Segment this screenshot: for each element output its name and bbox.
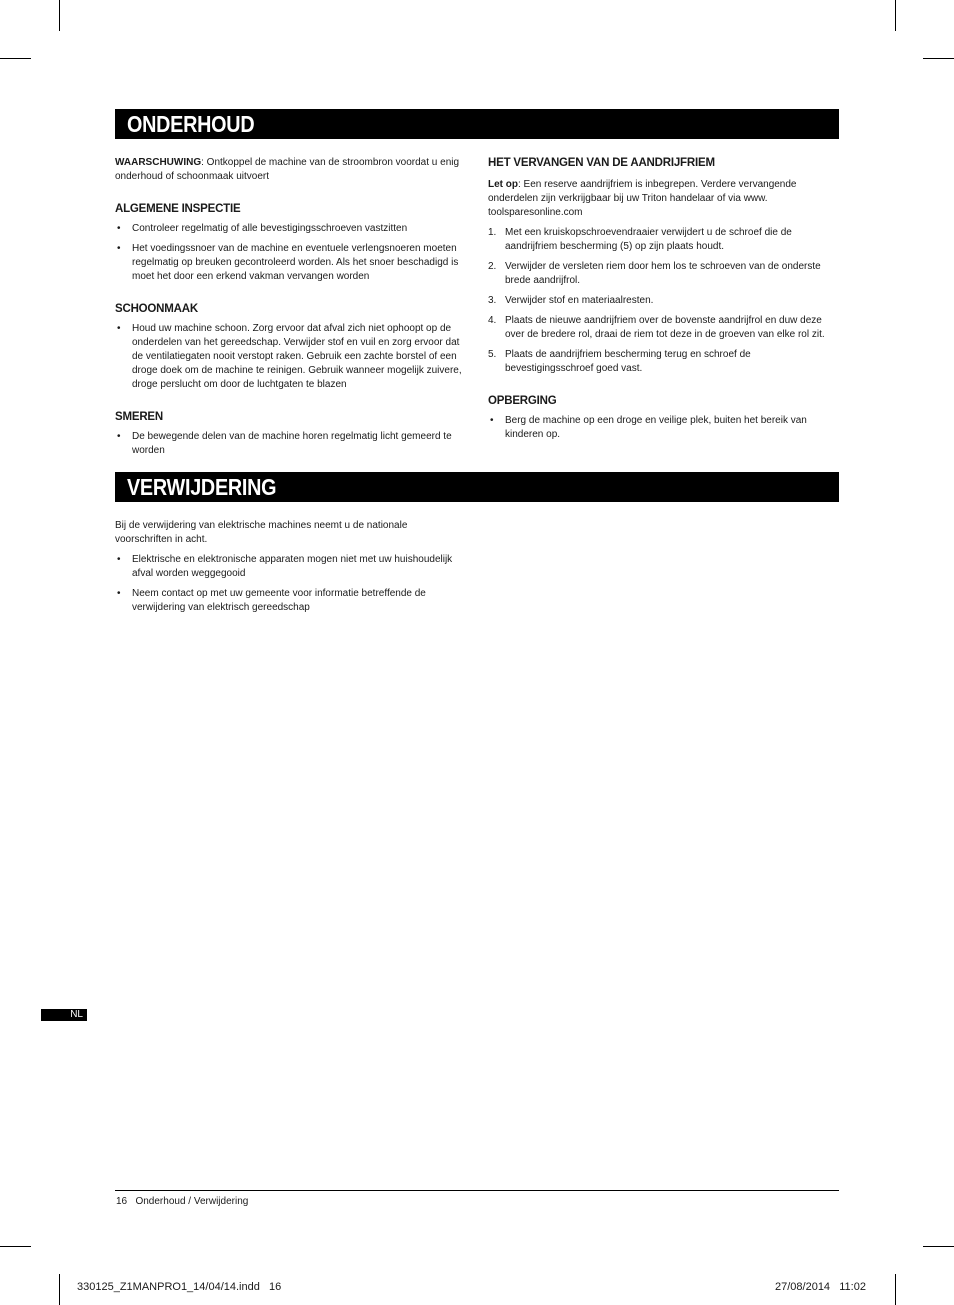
bullet-mark: • [117, 223, 121, 234]
list-item [115, 553, 465, 581]
bullet-mark: • [490, 415, 494, 426]
smeren-heading: SMEREN [115, 411, 164, 423]
list-item [115, 222, 465, 236]
list-item [488, 414, 838, 442]
list-item [115, 322, 465, 392]
verwijdering-intro: Bij de verwijdering van elektrische machines neemt u de nationale voorschriften in acht. [115, 520, 408, 545]
list-item-text: Neem contact op met uw gemeente voor informatie betreffende de verwijdering van elektrisch gereedschap [132, 588, 426, 613]
step-number: 4. [488, 315, 497, 326]
list-item [115, 242, 465, 284]
bullet-mark: • [117, 588, 121, 599]
list-item-text: Elektrische en elektronische apparaten mogen niet met uw huishoudelijk afval worden weggegooid [132, 554, 453, 579]
slug-date-text: 27/08/2014 11:02 [775, 1281, 866, 1293]
bullet-mark: • [117, 323, 121, 334]
step-number: 2. [488, 261, 497, 272]
list-item-text: Berg de machine op een droge en veilige plek, buiten het bereik van kinderen op. [505, 415, 807, 440]
crop-mark [895, 0, 896, 31]
aandrijfriem-steps [488, 226, 838, 376]
slug-file [77, 1281, 281, 1294]
footer-rule [115, 1190, 839, 1191]
note-label: Let op [488, 179, 518, 190]
schoonmaak-heading: SCHOONMAAK [115, 303, 198, 315]
step-number: 1. [488, 227, 497, 238]
left-column [115, 156, 465, 458]
note-text: : Een reserve aandrijfriem is inbegrepen. Verdere vervangende onderdelen zijn verkrijgbaar bij uw Triton handelaar of via www. toolsparesonline.com [488, 179, 797, 218]
step-text: Plaats de nieuwe aandrijfriem over de bovenste aandrijfrol en duw deze over de bredere rol, draai de riem tot deze in de groeven van elke rol zit. [505, 315, 825, 340]
aandrijfriem-heading: HET VERVANGEN VAN DE AANDRIJFRIEM [488, 157, 715, 169]
page-number: 16 [116, 1196, 128, 1207]
algemene-inspectie-heading: ALGEMENE INSPECTIE [115, 203, 241, 215]
step-text: Verwijder stof en materiaalresten. [505, 295, 654, 306]
step-text: Met een kruiskopschroevendraaier verwijdert u de schroef die de aandrijfriem bescherming (5) op zijn plaats houdt. [505, 227, 792, 252]
language-tab: NL [41, 1009, 87, 1021]
step-number: 5. [488, 349, 497, 360]
verwijdering-list [115, 553, 465, 615]
crop-mark [0, 1246, 31, 1247]
list-item-text: De bewegende delen van de machine horen regelmatig licht gemeerd te worden [132, 431, 452, 456]
step-item [488, 226, 838, 254]
list-item [115, 587, 465, 615]
page-footer [116, 1196, 248, 1208]
crop-mark [895, 1274, 896, 1305]
warning-paragraph [115, 156, 465, 184]
step-text: Plaats de aandrijfriem bescherming terug en schroef de bevestigingsschroef goed vast. [505, 349, 751, 374]
list-item-text: Controleer regelmatig of alle bevestigingsschroeven vastzitten [132, 223, 408, 234]
footer-section: Onderhoud / Verwijdering [135, 1196, 249, 1207]
step-item [488, 314, 838, 342]
list-item-text: Het voedingssnoer van de machine en eventuele verlengsnoeren moeten regelmatig op breuken gecontroleerd worden. Als het snoer beschadigd is moet het door een erkend vakman vervangen worden [132, 243, 459, 282]
warning-label: WAARSCHUWING [115, 157, 202, 168]
slug-file-text: 330125_Z1MANPRO1_14/04/14.indd 16 [77, 1281, 282, 1293]
onderhoud-banner [115, 109, 839, 139]
step-item [488, 260, 838, 288]
verwijdering-banner [115, 472, 839, 502]
opberging-list [488, 414, 838, 442]
step-item [488, 348, 838, 376]
right-column [488, 156, 838, 442]
smeren-list [115, 430, 465, 458]
verwijdering-title: VERWIJDERING [127, 474, 277, 500]
schoonmaak-list [115, 322, 465, 392]
bullet-mark: • [117, 431, 121, 442]
list-item-text: Houd uw machine schoon. Zorg ervoor dat afval zich niet ophoopt op de onderdelen van het gereedschap. Verwijder stof en vuil en zorg ervoor dat de ventilatiegaten nooit verstopt raken. Gebruik een zachte borstel of een droge doek om de machine te reinigen. Gebruik wanneer mogelijk zuivere, droge perslucht om door de luchtgaten te blazen [132, 323, 462, 390]
aandrijfriem-note [488, 178, 838, 220]
crop-mark [0, 58, 31, 59]
warning-text: : Ontkoppel de machine van de stroombron voordat u enig onderhoud of schoonmaak uitvoert [115, 157, 460, 182]
step-number: 3. [488, 295, 497, 306]
crop-mark [923, 1246, 954, 1247]
crop-mark [923, 58, 954, 59]
bullet-mark: • [117, 243, 121, 254]
crop-mark [59, 0, 60, 31]
verwijdering-column [115, 519, 465, 615]
step-text: Verwijder de versleten riem door hem los te schroeven van de onderste brede aandrijfrol. [505, 261, 821, 286]
opberging-heading: OPBERGING [488, 395, 557, 407]
slug-date [775, 1281, 866, 1294]
onderhoud-title: ONDERHOUD [127, 111, 255, 137]
algemene-inspectie-list [115, 222, 465, 284]
step-item [488, 294, 838, 308]
bullet-mark: • [117, 554, 121, 565]
list-item [115, 430, 465, 458]
crop-mark [59, 1274, 60, 1305]
